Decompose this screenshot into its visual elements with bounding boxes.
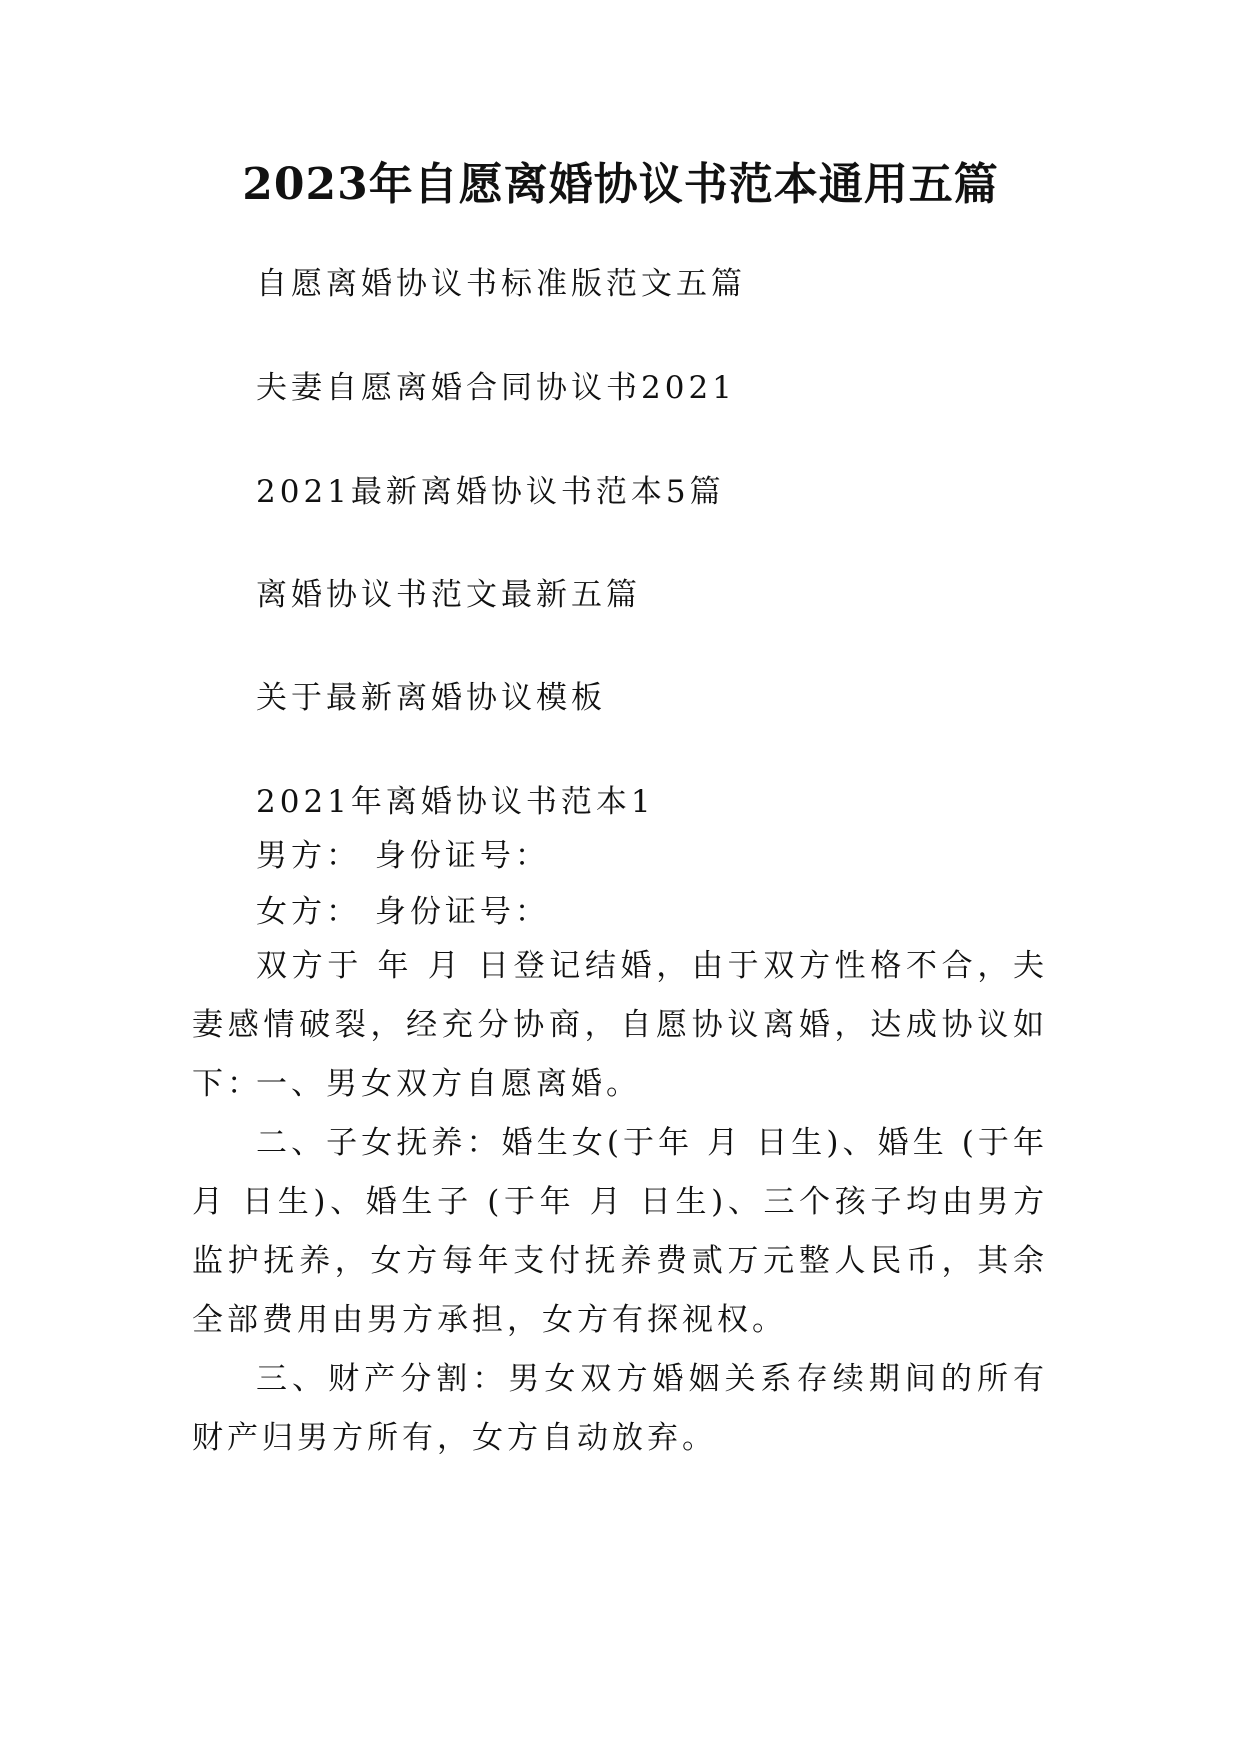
section-heading: 2021年离婚协议书范本1 [256,784,655,820]
male-line: 男方： 身份证号： [256,838,550,874]
toc-item-1: 自愿离婚协议书标准版范文五篇 [256,266,746,302]
paragraph-clause-3: 三、财产分割：男女双方婚姻关系存续期间的所有财产归男方所有，女方自动放弃。 [192,1361,1048,1456]
paragraph-clause-2: 二、子女抚养：婚生女(于年 月 日生)、婚生 (于年 月 日生)、婚生子 (于年 月 日生)、三个孩子均由男方监护抚养，女方每年支付抚养费贰万元整人民币，其余全部费用由男方承担，女方有探视权。 [192,1125,1048,1338]
toc-item-4: 离婚协议书范文最新五篇 [256,577,641,613]
document-title: 2023年自愿离婚协议书范本通用五篇 [242,159,999,210]
toc-item-5: 关于最新离婚协议模板 [256,680,606,716]
toc-item-2: 夫妻自愿离婚合同协议书2021 [256,370,736,406]
female-line: 女方： 身份证号： [256,894,550,930]
paragraph-intro: 双方于 年 月 日登记结婚，由于双方性格不合，夫妻感情破裂，经充分协商，自愿协议离婚，达成协议如下： [192,948,1048,1102]
toc-item-3: 2021最新离婚协议书范本5篇 [256,474,725,510]
paragraph-clause-1: 一、男女双方自愿离婚。 [256,1066,641,1102]
